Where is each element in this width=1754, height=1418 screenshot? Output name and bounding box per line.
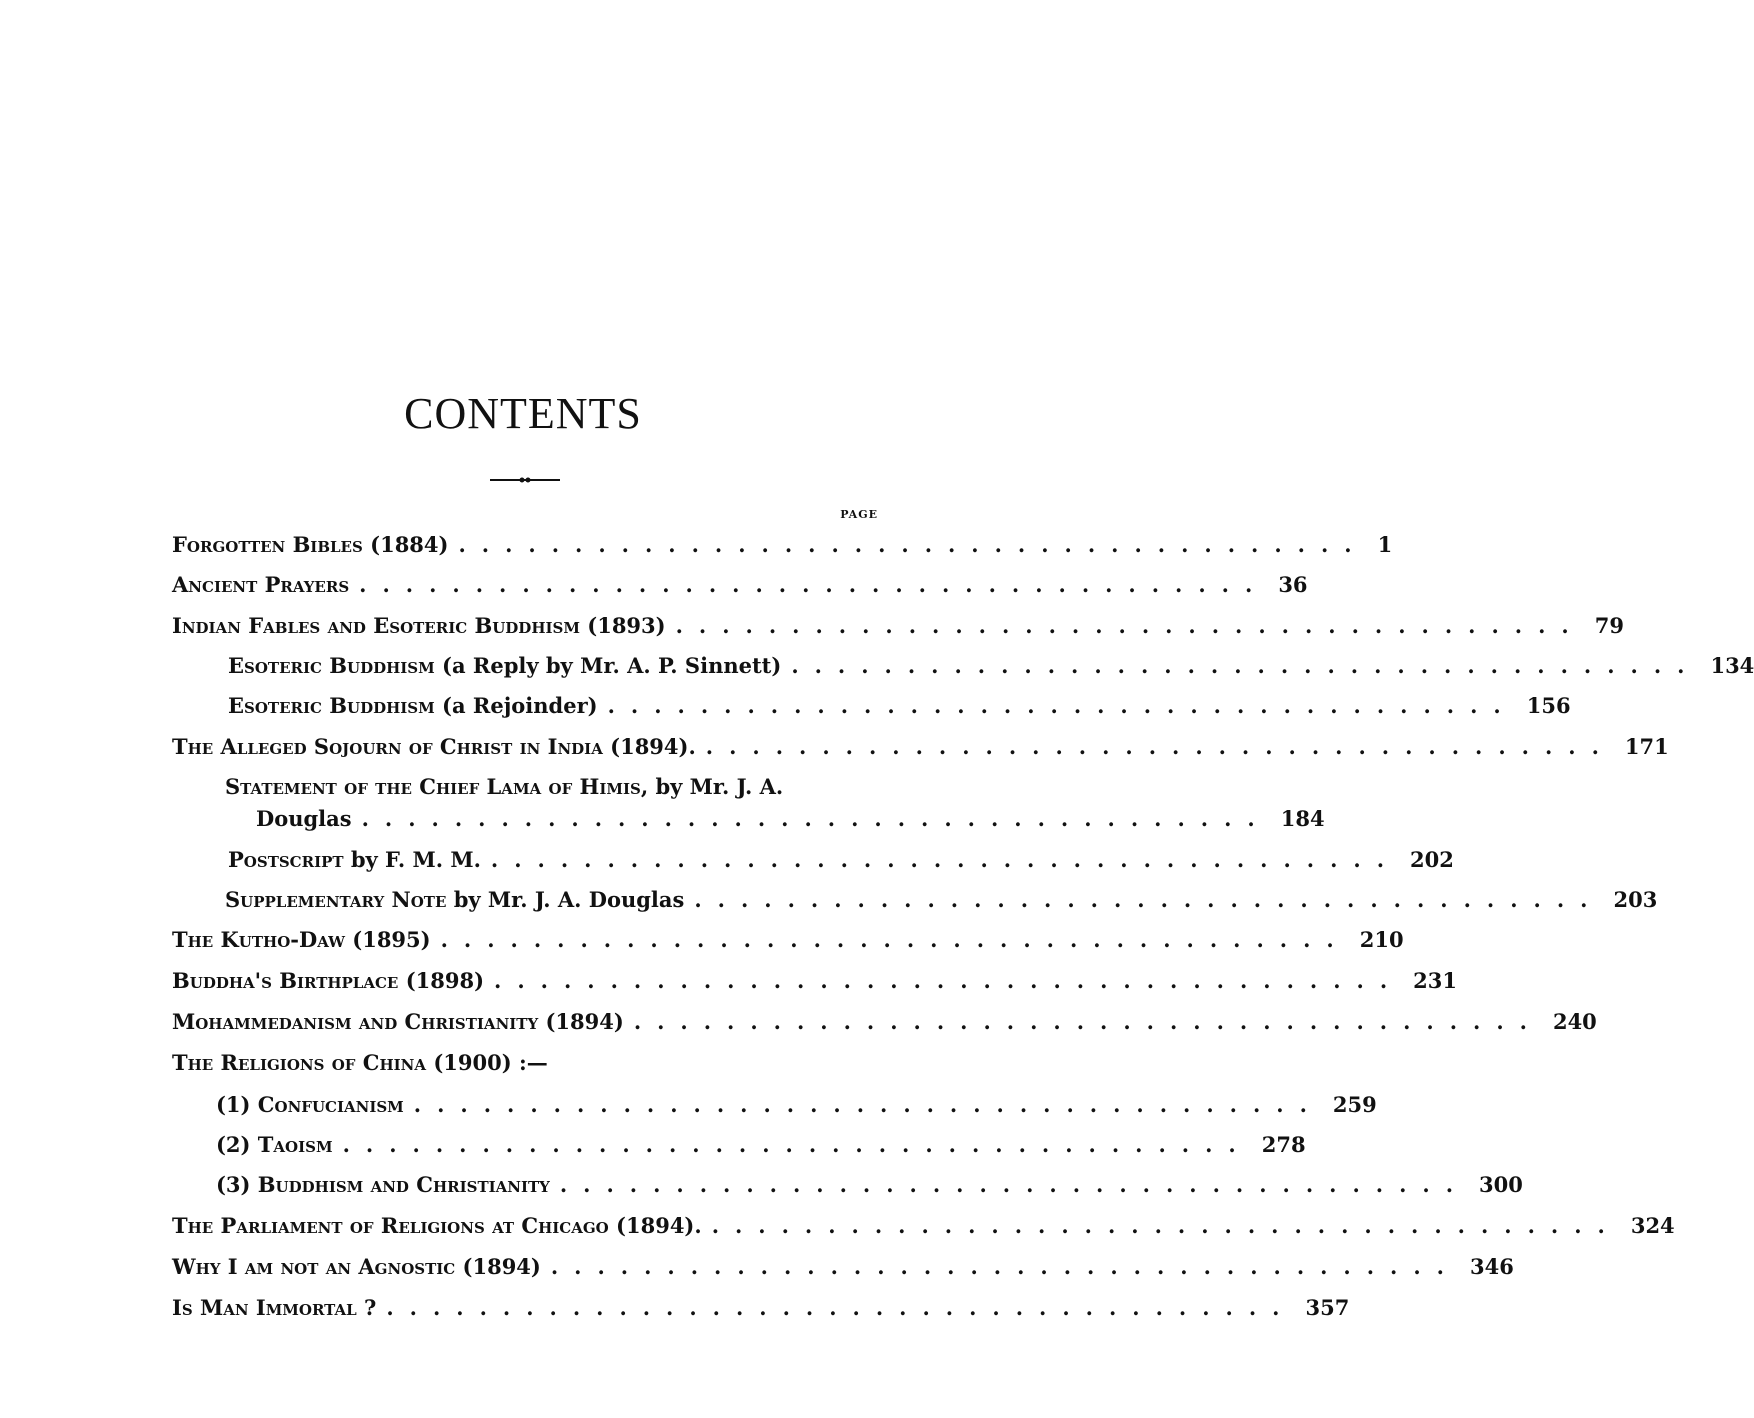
toc-entry[interactable]: [172, 966, 1457, 996]
toc-entry[interactable]: [172, 1252, 1514, 1282]
toc-entry[interactable]: [172, 1007, 1597, 1037]
entry-title: Esoteric Buddhism: [228, 653, 435, 678]
entry-title: Esoteric Buddhism: [228, 693, 435, 718]
dot-leader: .......................................: [490, 847, 1401, 872]
dot-leader: .......................................: [633, 1009, 1543, 1034]
entry-page: 36: [1278, 572, 1308, 597]
dot-leader: .......................................: [494, 968, 1404, 993]
dot-leader: .......................................: [342, 1132, 1252, 1157]
toc-entry[interactable]: [216, 1130, 1306, 1160]
toc-entry[interactable]: [172, 732, 1669, 762]
toc-entry[interactable]: [172, 570, 1308, 600]
entry-number: (2): [216, 1132, 251, 1157]
entry-extra: Douglas: [256, 806, 352, 831]
dot-leader: .......................................: [386, 1295, 1296, 1320]
entry-page: 156: [1526, 693, 1571, 718]
entry-number: (1): [216, 1092, 251, 1117]
entry-page: 171: [1624, 734, 1669, 759]
entry-extra: by Mr. J. A. Douglas: [453, 887, 685, 912]
entry-page: 346: [1470, 1254, 1514, 1279]
entry-title: Statement of the Chief Lama of Himis,: [225, 774, 649, 799]
dot-leader: .......................................: [694, 887, 1604, 912]
entry-title: Confucianism: [257, 1092, 404, 1117]
entry-title: The Kutho-Daw: [172, 927, 345, 952]
dot-leader: .......................................: [550, 1254, 1460, 1279]
entry-title: The Religions of China: [172, 1050, 427, 1075]
dot-leader: .......................................: [359, 572, 1269, 597]
toc-entry[interactable]: [225, 885, 1658, 915]
toc-entry[interactable]: [172, 530, 1393, 560]
toc-entry[interactable]: [172, 1211, 1675, 1241]
entry-title: Indian Fables and Esoteric Buddhism: [172, 613, 580, 638]
toc-entry[interactable]: [228, 651, 1754, 681]
toc-entry[interactable]: [216, 1170, 1523, 1200]
entry-title: Taoism: [257, 1132, 333, 1157]
dot-leader: .......................................: [440, 927, 1350, 952]
entry-page: 1: [1377, 532, 1393, 557]
entry-extra: (1898): [405, 968, 485, 993]
entry-title: Buddhism and Christianity: [257, 1172, 550, 1197]
entry-page: 184: [1280, 806, 1325, 831]
toc-entry-section[interactable]: [172, 1048, 548, 1078]
page-column-label: PAGE: [840, 508, 878, 521]
entry-extra: (a Rejoinder): [442, 693, 598, 718]
dot-leader: .......................................: [361, 806, 1271, 831]
entry-page: 79: [1594, 613, 1624, 638]
entry-number: (3): [216, 1172, 251, 1197]
entry-extra: (1900) :—: [433, 1050, 548, 1075]
entry-page: 202: [1410, 847, 1454, 872]
toc-entry[interactable]: [172, 925, 1404, 955]
dot-leader: .......................................: [675, 613, 1585, 638]
entry-title: The Alleged Sojourn of Christ in India: [172, 734, 603, 759]
entry-extra: by Mr. J. A.: [655, 774, 784, 799]
entry-title: Why I am not an Agnostic: [172, 1254, 456, 1279]
toc-entry[interactable]: [172, 611, 1624, 641]
entry-title: Mohammedanism and Christianity: [172, 1009, 539, 1034]
ornament-divider: [490, 477, 560, 483]
entry-page: 203: [1613, 887, 1658, 912]
entry-title: Buddha's Birthplace: [172, 968, 399, 993]
toc-entry[interactable]: [172, 1293, 1350, 1323]
entry-extra: (1894): [462, 1254, 541, 1279]
entry-title: Supplementary Note: [225, 887, 447, 912]
entry-extra: (1894).: [616, 1213, 702, 1238]
entry-page: 240: [1552, 1009, 1597, 1034]
dot-leader: .......................................: [559, 1172, 1470, 1197]
entry-extra: by F. M. M.: [350, 847, 481, 872]
dot-leader: .......................................: [413, 1092, 1323, 1117]
entry-page: 357: [1305, 1295, 1350, 1320]
toc-entry[interactable]: [228, 691, 1571, 721]
entry-page: 210: [1359, 927, 1404, 952]
dot-leader: .......................................: [458, 532, 1368, 557]
entry-page: 324: [1630, 1213, 1675, 1238]
entry-page: 231: [1413, 968, 1457, 993]
entry-page: 259: [1332, 1092, 1377, 1117]
entry-extra: (1884): [370, 532, 449, 557]
entry-extra: (1895): [352, 927, 431, 952]
entry-page: 300: [1479, 1172, 1523, 1197]
toc-entry-wrap[interactable]: [225, 772, 783, 802]
toc-entry[interactable]: [216, 1090, 1377, 1120]
dot-leader: .......................................: [711, 1213, 1621, 1238]
page-title: CONTENTS: [404, 389, 642, 438]
toc-entry[interactable]: [228, 845, 1454, 875]
entry-extra: (1893): [587, 613, 666, 638]
entry-extra: (a Reply by Mr. A. P. Sinnett): [442, 653, 782, 678]
entry-title: Is Man Immortal ?: [172, 1295, 377, 1320]
toc-entry[interactable]: [256, 804, 1325, 834]
entry-page: 278: [1261, 1132, 1306, 1157]
dot-leader: .......................................: [705, 734, 1615, 759]
dot-leader: .......................................: [607, 693, 1517, 718]
entry-title: Ancient Prayers: [172, 572, 350, 597]
entry-extra: (1894).: [610, 734, 696, 759]
entry-title: The Parliament of Religions at Chicago: [172, 1213, 609, 1238]
dot-leader: .......................................: [791, 653, 1701, 678]
entry-extra: (1894): [545, 1009, 624, 1034]
entry-title: Forgotten Bibles: [172, 532, 363, 557]
entry-title: Postscript: [228, 847, 344, 872]
entry-page: 134: [1710, 653, 1754, 678]
